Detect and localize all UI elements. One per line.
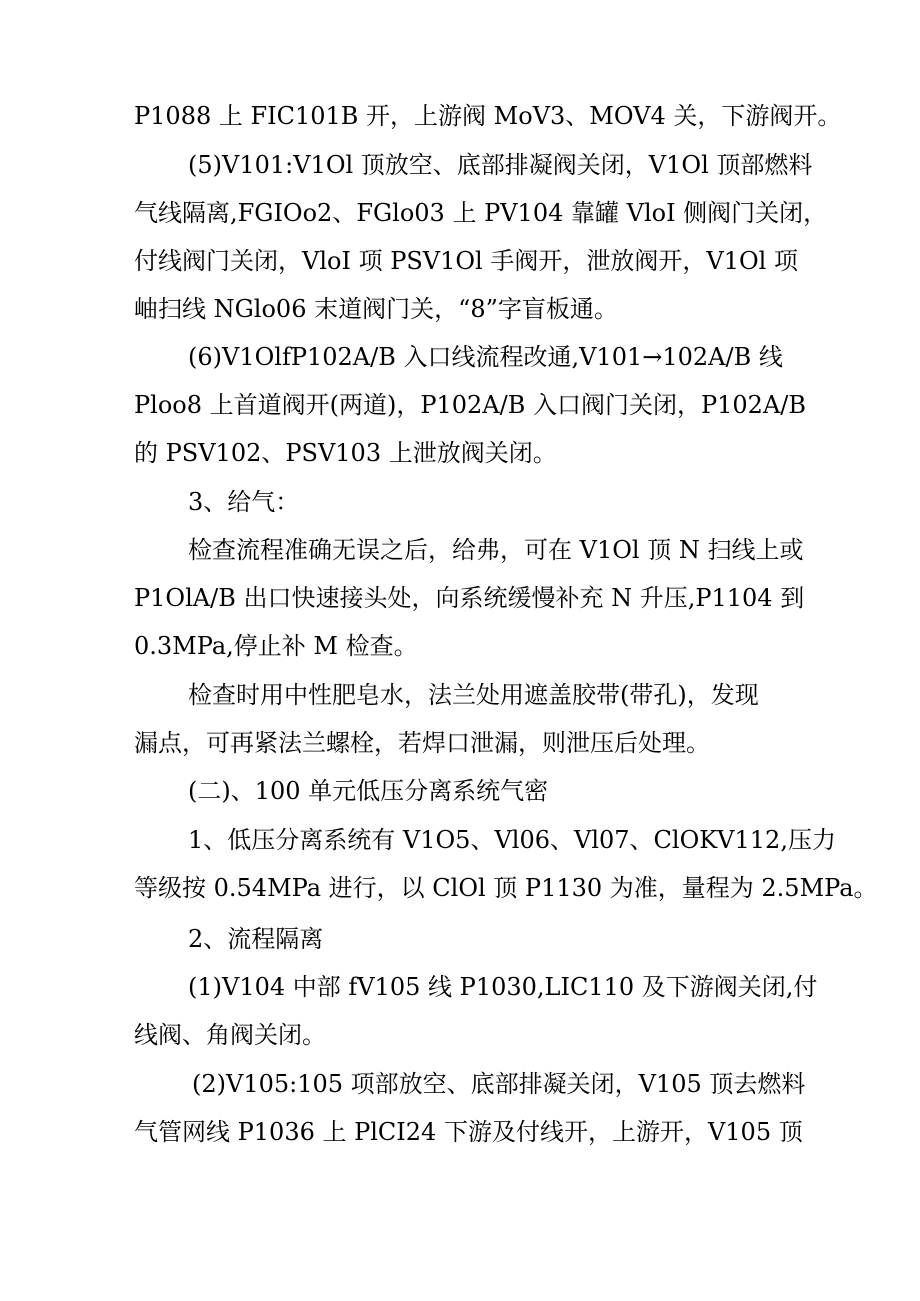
subsection-heading: 2、流程隔离 (188, 925, 324, 953)
text-line-7: Ploo8 上首道阀开(两道)，P102A/B 入口阀门关闭，P102A/B (134, 391, 806, 419)
text-line-6: (6)V1OlfP102A/B 入口线流程改通,V101→102A/B 线 (188, 343, 783, 371)
text-line-11: P1OlA/B 出口快速接头处，向系统缓慢补充 N 升压,P1104 到 (134, 584, 805, 612)
text-line-17: 等级按 0.54MPa 进行，以 ClOl 顶 P1130 为准，量程为 2.5MPa。 (134, 874, 878, 902)
text-line-21: (2)V105:105 项部放空、底部排凝关闭，V105 顶去燃料 (192, 1070, 806, 1098)
section-heading-3: 3、给气： (188, 488, 300, 516)
text-line-16: 1、低压分离系统有 V1O5、Vl06、Vl07、ClOKV112,压力 (188, 826, 836, 854)
text-line-19: (1)V104 中部 fV105 线 P1030,LIC110 及下游阀关闭,付 (188, 973, 818, 1001)
text-line-3: 气线隔离,FGIOo2、FGlo03 上 PV104 靠罐 VloI 侧阀门关闭， (134, 199, 828, 227)
text-line-2: (5)V101:V1Ol 顶放空、底部排凝阀关闭，V1Ol 顶部燃料 (188, 151, 813, 179)
text-line-8: 的 PSV102、PSV103 上泄放阀关闭。 (134, 439, 557, 467)
text-line-12: 0.3MPa,停止补 M 检查。 (134, 632, 418, 660)
text-line-1: P1088 上 FIC101B 开，上游阀 MoV3、MOV4 关，下游阀开。 (134, 102, 842, 130)
text-line-5: 岫扫线 NGlo06 末道阀门关，“8”字盲板通。 (134, 295, 618, 323)
text-line-4: 付线阀门关闭，VloI 项 PSV1Ol 手阀开，泄放阀开，V1Ol 项 (134, 247, 798, 275)
text-line-14: 漏点，可再紧法兰螺栓，若焊口泄漏，则泄压后处理。 (134, 729, 710, 757)
text-line-13: 检查时用中性肥皂水，法兰处用遮盖胶带(带孔)，发现 (188, 681, 759, 709)
text-line-22: 气管网线 P1036 上 PlCI24 下游及付线开，上游开，V105 顶 (134, 1118, 803, 1146)
text-line-20: 线阀、角阀关闭。 (134, 1021, 326, 1049)
text-line-10: 检查流程准确无误之后，给弗，可在 V1Ol 顶 N 扫线上或 (188, 536, 804, 564)
section-heading-2: (二)、100 单元低压分离系统气密 (188, 777, 549, 805)
